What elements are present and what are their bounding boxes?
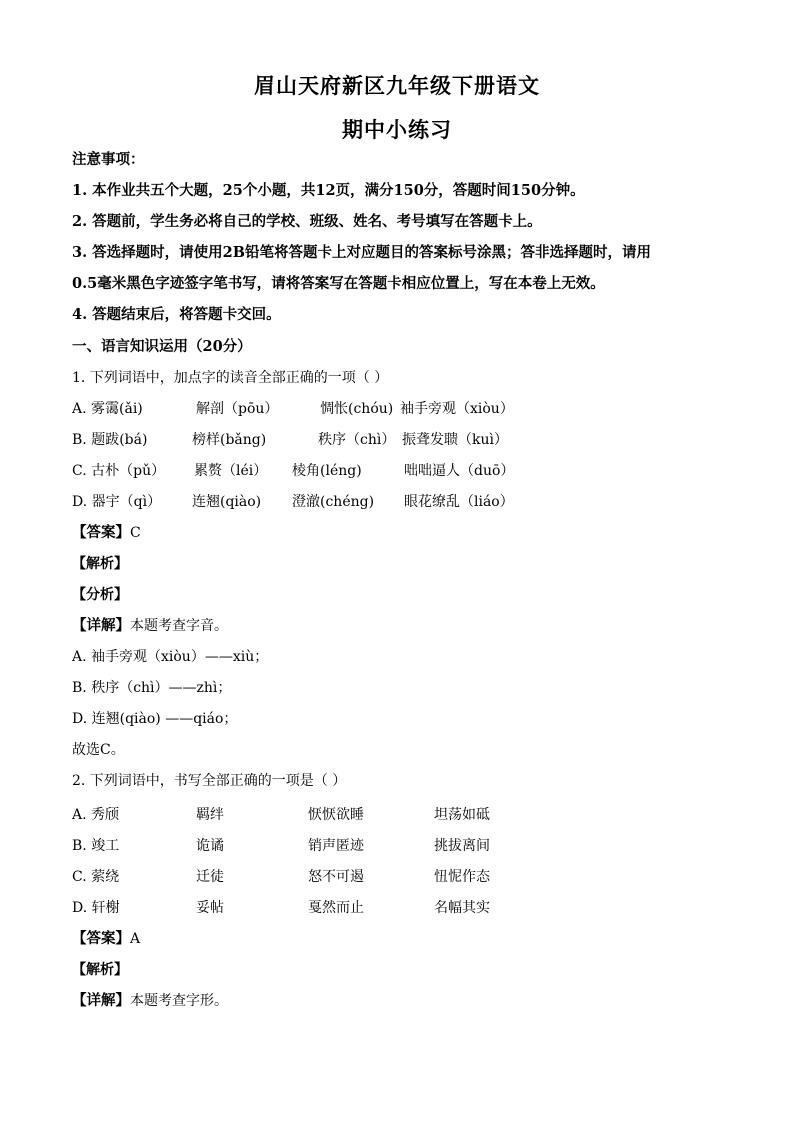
option-cell: 眼花缭乱（liáo） <box>404 494 514 510</box>
q2-answer <box>72 930 140 948</box>
option-cell: A. 秀颀 <box>72 807 120 823</box>
notice-item-1: 1. 本作业共五个大题，25个小题，共12页，满分150分，答题时间150分钟。 <box>72 182 585 199</box>
option-cell: D. 器宇（qì） <box>72 494 162 510</box>
notice-item-3: 3. 答选择题时，请使用2B铅笔将答题卡上对应题目的答案标号涂黑；答非选择题时，请用 <box>72 244 652 261</box>
q1-analysis-label: 【解析】 <box>72 556 128 572</box>
option-cell: 榜样(bǎng) <box>192 432 267 448</box>
q2-analysis-label: 【解析】 <box>72 962 128 978</box>
option-cell: 惆怅(chóu) <box>320 401 394 417</box>
notice-heading: 注意事项： <box>72 151 145 168</box>
option-cell: D. 轩榭 <box>72 900 120 916</box>
doc-title: 眉山天府新区九年级下册语文 <box>254 73 540 98</box>
option-cell: A. 雾霭(ǎi) <box>72 401 143 417</box>
option-cell: 挑拔离间 <box>434 838 490 854</box>
detail-text: 本题考查字音。 <box>130 618 228 634</box>
detail-label: 【详解】 <box>72 992 130 1009</box>
detail-text: 本题考查字形。 <box>130 993 228 1009</box>
notice-item-4: 4. 答题结束后，将答题卡交回。 <box>72 306 281 323</box>
option-cell: 戛然而止 <box>308 900 364 916</box>
option-cell: 秩序（chì） <box>318 432 396 448</box>
notice-item-2: 2. 答题前，学生务必将自己的学校、班级、姓名、考号填写在答题卡上。 <box>72 213 542 230</box>
option-cell: 忸怩作态 <box>434 869 490 885</box>
q1-detail <box>72 617 228 635</box>
answer-label: 【答案】 <box>72 524 130 541</box>
option-cell: 棱角(léng) <box>292 463 362 479</box>
detail-label: 【详解】 <box>72 617 130 634</box>
q1-conclusion: 故选C。 <box>72 742 125 758</box>
option-cell: 解剖（pōu） <box>196 401 279 417</box>
q1-stem: 1. 下列词语中，加点字的读音全部正确的一项（ ） <box>72 370 389 386</box>
q2-stem: 2. 下列词语中，书写全部正确的一项是（ ） <box>72 773 347 789</box>
q1-fenxi-label: 【分析】 <box>72 587 128 603</box>
doc-subtitle: 期中小练习 <box>342 117 452 142</box>
option-cell: 销声匿迹 <box>308 838 364 854</box>
option-cell: 咄咄逼人（duō） <box>404 463 515 479</box>
option-cell: C. 古朴（pǔ） <box>72 463 166 479</box>
q2-detail <box>72 992 228 1010</box>
option-cell: 累赘（léi） <box>194 463 268 479</box>
option-cell: 连翘(qiào) <box>192 494 262 510</box>
notice-item-3-cont: 0.5毫米黑色字迹签字笔书写，请将答案写在答题卡相应位置上，写在本卷上无效。 <box>72 275 605 292</box>
option-cell: 袖手旁观（xiòu） <box>400 401 514 417</box>
option-cell: 坦荡如砥 <box>434 807 490 823</box>
q1-explain-a: A. 袖手旁观（xiòu）——xiù； <box>72 649 269 665</box>
option-cell: 诡谲 <box>196 838 224 854</box>
option-cell: 恹恹欲睡 <box>308 807 364 823</box>
option-cell: 名幅其实 <box>434 900 490 916</box>
option-cell: C. 萦绕 <box>72 869 120 885</box>
option-cell: B. 题跋(bá) <box>72 432 148 448</box>
option-cell: 澄澈(chéng) <box>292 494 375 510</box>
option-cell: 妥帖 <box>196 900 224 916</box>
q1-answer <box>72 524 141 542</box>
option-cell: 振聋发聩（kuì） <box>402 432 508 448</box>
q1-explain-b: B. 秩序（chì）——zhì； <box>72 680 232 696</box>
option-cell: 羁绊 <box>196 807 224 823</box>
option-cell: 迁徒 <box>196 869 224 885</box>
q1-explain-d: D. 连翘(qiào) ——qiáo； <box>72 711 238 727</box>
answer-value: A <box>130 931 141 947</box>
option-cell: B. 竣工 <box>72 838 120 854</box>
section-heading: 一、语言知识运用（20分） <box>72 338 252 355</box>
option-cell: 怒不可遏 <box>308 869 364 885</box>
answer-value: C <box>130 525 141 541</box>
answer-label: 【答案】 <box>72 930 130 947</box>
